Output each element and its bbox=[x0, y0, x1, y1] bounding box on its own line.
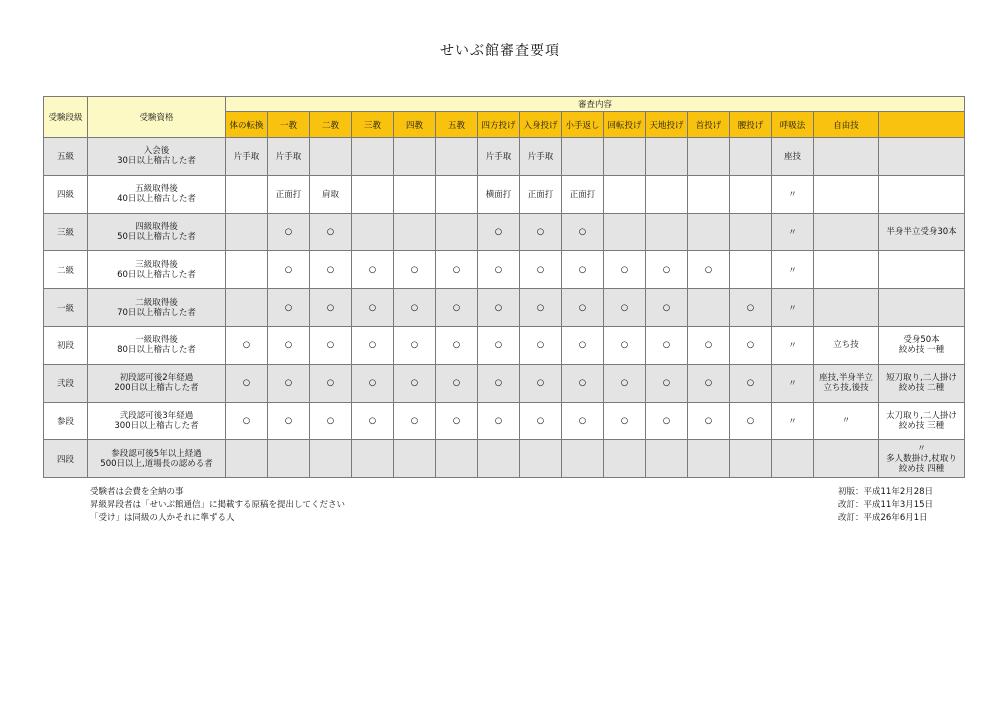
table-row bbox=[44, 326, 965, 364]
technique-line: 座技,半身半立 bbox=[819, 373, 873, 384]
notes-right bbox=[838, 486, 933, 525]
technique-cell: 片手取 bbox=[478, 138, 520, 176]
technique-cell bbox=[394, 175, 436, 213]
note-line: 受験者は会費を全納の事 bbox=[90, 487, 184, 497]
rank-cell: 三級 bbox=[44, 213, 88, 251]
qualification-line: 60日以上稽古した者 bbox=[117, 269, 196, 280]
technique-cell: ○ bbox=[436, 289, 478, 327]
qualification-line: 初段認可後2年経過 bbox=[119, 373, 194, 384]
technique-line: 立ち技 bbox=[833, 340, 859, 351]
rank-cell: 参段 bbox=[44, 402, 88, 440]
header-rank: 受験段級 bbox=[44, 97, 88, 138]
qualification-cell bbox=[88, 138, 226, 176]
technique-cell bbox=[436, 175, 478, 213]
qualification-line: 四級取得後 bbox=[135, 221, 178, 232]
technique-cell: ○ bbox=[520, 364, 562, 402]
table-row bbox=[44, 138, 965, 176]
technique-cell: ○ bbox=[352, 251, 394, 289]
technique-cell bbox=[352, 138, 394, 176]
technique-line: 受身50本 bbox=[903, 335, 940, 346]
rank-cell: 初段 bbox=[44, 326, 88, 364]
technique-cell bbox=[604, 138, 646, 176]
rank-cell: 五級 bbox=[44, 138, 88, 176]
technique-cell: ○ bbox=[478, 213, 520, 251]
technique-cell: ○ bbox=[562, 364, 604, 402]
header-technique: 四教 bbox=[394, 112, 436, 138]
technique-cell bbox=[646, 440, 688, 478]
technique-cell: ○ bbox=[352, 402, 394, 440]
header-technique bbox=[879, 112, 965, 138]
technique-cell: ○ bbox=[646, 402, 688, 440]
technique-cell bbox=[436, 440, 478, 478]
technique-cell: ○ bbox=[394, 251, 436, 289]
technique-cell bbox=[226, 175, 268, 213]
technique-cell bbox=[814, 213, 879, 251]
technique-cell: ○ bbox=[310, 402, 352, 440]
qualification-line: 二級取得後 bbox=[135, 297, 178, 308]
technique-cell: ○ bbox=[646, 251, 688, 289]
technique-cell bbox=[646, 138, 688, 176]
header-technique: 三教 bbox=[352, 112, 394, 138]
technique-cell: 正面打 bbox=[520, 175, 562, 213]
technique-cell bbox=[352, 440, 394, 478]
qualification-line: 200日以上稽古した者 bbox=[114, 383, 199, 394]
technique-cell: ○ bbox=[688, 251, 730, 289]
technique-cell: ○ bbox=[268, 364, 310, 402]
technique-cell: 〃 bbox=[772, 402, 814, 440]
technique-cell: ○ bbox=[268, 251, 310, 289]
technique-cell bbox=[394, 440, 436, 478]
revision-line: 改訂：平成26年6月1日 bbox=[838, 513, 928, 523]
technique-cell bbox=[730, 251, 772, 289]
qualification-line: 五級取得後 bbox=[135, 184, 178, 195]
technique-cell bbox=[814, 251, 879, 289]
technique-cell bbox=[604, 440, 646, 478]
technique-cell bbox=[604, 175, 646, 213]
qualification-line: 参段認可後5年以上経過 bbox=[111, 448, 202, 459]
qualification-line: 入会後 bbox=[143, 146, 170, 157]
header-technique: 五教 bbox=[436, 112, 478, 138]
technique-line: 多人数掛け,杖取り bbox=[886, 453, 957, 464]
technique-cell bbox=[646, 175, 688, 213]
technique-cell: ○ bbox=[310, 326, 352, 364]
rank-cell: 二級 bbox=[44, 251, 88, 289]
header-qualification: 受験資格 bbox=[88, 97, 226, 138]
qualification-line: 500日以上,道場長の認める者 bbox=[100, 458, 213, 469]
qualification-cell bbox=[88, 402, 226, 440]
technique-cell: ○ bbox=[604, 402, 646, 440]
header-technique: 体の転換 bbox=[226, 112, 268, 138]
technique-cell bbox=[226, 251, 268, 289]
technique-cell: 〃 bbox=[772, 289, 814, 327]
technique-cell: 〃 bbox=[772, 213, 814, 251]
table-row bbox=[44, 251, 965, 289]
header-technique: 一教 bbox=[268, 112, 310, 138]
technique-cell: 肩取 bbox=[310, 175, 352, 213]
technique-cell: ○ bbox=[352, 289, 394, 327]
technique-cell: ○ bbox=[394, 364, 436, 402]
rank-cell: 一級 bbox=[44, 289, 88, 327]
technique-cell bbox=[394, 138, 436, 176]
note-line: 「受け」は同級の人かそれに準ずる人 bbox=[90, 513, 235, 523]
technique-line: 絞め技 四種 bbox=[898, 463, 945, 474]
technique-cell: ○ bbox=[604, 364, 646, 402]
technique-cell: ○ bbox=[478, 364, 520, 402]
technique-line: 〃 bbox=[841, 415, 851, 426]
technique-line: 絞め技 三種 bbox=[898, 420, 945, 431]
header-technique: 首投げ bbox=[688, 112, 730, 138]
technique-cell bbox=[879, 402, 965, 440]
technique-cell: 〃 bbox=[772, 251, 814, 289]
technique-cell bbox=[879, 364, 965, 402]
header-content: 審査内容 bbox=[226, 97, 965, 112]
technique-cell bbox=[646, 213, 688, 251]
qualification-cell bbox=[88, 289, 226, 327]
qualification-line: 80日以上稽古した者 bbox=[117, 345, 196, 356]
technique-cell: ○ bbox=[394, 289, 436, 327]
header-technique: 自由技 bbox=[814, 112, 879, 138]
technique-cell: 片手取 bbox=[268, 138, 310, 176]
technique-cell: ○ bbox=[646, 326, 688, 364]
qualification-line: 30日以上稽古した者 bbox=[117, 156, 196, 167]
table-row bbox=[44, 440, 965, 478]
technique-cell bbox=[688, 440, 730, 478]
technique-cell bbox=[688, 138, 730, 176]
technique-cell bbox=[226, 289, 268, 327]
technique-cell bbox=[562, 138, 604, 176]
page-title: せいぶ館審査要項 bbox=[440, 43, 560, 59]
technique-cell bbox=[226, 213, 268, 251]
technique-cell bbox=[352, 175, 394, 213]
technique-cell: ○ bbox=[310, 364, 352, 402]
technique-cell bbox=[879, 138, 965, 176]
technique-cell: ○ bbox=[268, 213, 310, 251]
technique-cell: ○ bbox=[730, 364, 772, 402]
technique-cell: ○ bbox=[226, 402, 268, 440]
technique-cell bbox=[879, 326, 965, 364]
technique-cell: ○ bbox=[520, 402, 562, 440]
header-technique: 腰投げ bbox=[730, 112, 772, 138]
qualification-line: 弐段認可後3年経過 bbox=[119, 410, 194, 421]
qualification-line: 三級取得後 bbox=[135, 259, 178, 270]
technique-cell bbox=[310, 440, 352, 478]
technique-cell bbox=[879, 213, 965, 251]
technique-cell: 正面打 bbox=[268, 175, 310, 213]
technique-line: 短刀取り,二人掛け bbox=[886, 373, 957, 384]
technique-cell bbox=[352, 213, 394, 251]
technique-cell: ○ bbox=[562, 402, 604, 440]
qualification-line: 一級取得後 bbox=[135, 335, 178, 346]
technique-cell: 〃 bbox=[772, 326, 814, 364]
technique-cell bbox=[879, 289, 965, 327]
table-row bbox=[44, 213, 965, 251]
technique-cell bbox=[688, 289, 730, 327]
technique-cell bbox=[814, 175, 879, 213]
technique-cell: ○ bbox=[436, 326, 478, 364]
technique-cell bbox=[772, 440, 814, 478]
exam-table bbox=[43, 96, 965, 478]
header-technique: 回転投げ bbox=[604, 112, 646, 138]
technique-cell: ○ bbox=[562, 326, 604, 364]
technique-cell bbox=[814, 402, 879, 440]
technique-cell bbox=[226, 440, 268, 478]
technique-cell bbox=[310, 138, 352, 176]
technique-cell: ○ bbox=[268, 402, 310, 440]
technique-cell: ○ bbox=[352, 326, 394, 364]
header-technique: 二教 bbox=[310, 112, 352, 138]
technique-cell: ○ bbox=[310, 213, 352, 251]
technique-cell: ○ bbox=[478, 289, 520, 327]
technique-cell: ○ bbox=[604, 251, 646, 289]
qualification-line: 300日以上稽古した者 bbox=[114, 420, 199, 431]
technique-line: 半身半立受身30本 bbox=[886, 226, 957, 237]
technique-cell: ○ bbox=[436, 402, 478, 440]
technique-cell: ○ bbox=[436, 364, 478, 402]
technique-cell bbox=[730, 138, 772, 176]
header-technique: 入身投げ bbox=[520, 112, 562, 138]
rank-cell: 四級 bbox=[44, 175, 88, 213]
technique-cell bbox=[688, 213, 730, 251]
header-technique: 天地投げ bbox=[646, 112, 688, 138]
technique-cell: ○ bbox=[352, 364, 394, 402]
technique-line: 立ち技,後技 bbox=[823, 383, 869, 394]
qualification-cell bbox=[88, 440, 226, 478]
technique-cell: ○ bbox=[688, 364, 730, 402]
technique-cell bbox=[436, 138, 478, 176]
qualification-line: 50日以上稽古した者 bbox=[117, 231, 196, 242]
technique-cell: ○ bbox=[226, 364, 268, 402]
technique-cell: ○ bbox=[730, 289, 772, 327]
technique-cell: ○ bbox=[436, 251, 478, 289]
technique-cell bbox=[879, 175, 965, 213]
qualification-cell bbox=[88, 364, 226, 402]
technique-cell: ○ bbox=[478, 251, 520, 289]
technique-cell bbox=[562, 440, 604, 478]
technique-cell bbox=[730, 175, 772, 213]
technique-cell: 〃 bbox=[772, 364, 814, 402]
revision-line: 初版：平成11年2月28日 bbox=[838, 487, 934, 497]
qualification-line: 70日以上稽古した者 bbox=[117, 307, 196, 318]
technique-cell: 横面打 bbox=[478, 175, 520, 213]
technique-cell bbox=[879, 251, 965, 289]
technique-cell bbox=[394, 213, 436, 251]
technique-cell: ○ bbox=[562, 213, 604, 251]
technique-cell: ○ bbox=[478, 326, 520, 364]
technique-cell bbox=[814, 364, 879, 402]
qualification-line: 40日以上稽古した者 bbox=[117, 194, 196, 205]
technique-line: 絞め技 二種 bbox=[898, 383, 945, 394]
notes-left bbox=[90, 486, 345, 525]
technique-cell bbox=[814, 440, 879, 478]
technique-cell: 片手取 bbox=[226, 138, 268, 176]
technique-cell: ○ bbox=[478, 402, 520, 440]
technique-cell: ○ bbox=[730, 402, 772, 440]
technique-cell: ○ bbox=[268, 289, 310, 327]
technique-cell bbox=[604, 213, 646, 251]
technique-cell: 〃 bbox=[772, 175, 814, 213]
technique-cell bbox=[814, 138, 879, 176]
table-row bbox=[44, 175, 965, 213]
table-row bbox=[44, 289, 965, 327]
technique-cell: ○ bbox=[688, 402, 730, 440]
technique-cell bbox=[814, 326, 879, 364]
technique-cell: 座技 bbox=[772, 138, 814, 176]
technique-cell bbox=[268, 440, 310, 478]
note-line: 昇級昇段者は「せいぶ館通信」に掲載する原稿を提出してください bbox=[90, 500, 346, 510]
technique-cell: ○ bbox=[520, 251, 562, 289]
technique-cell: ○ bbox=[646, 364, 688, 402]
technique-cell: ○ bbox=[562, 251, 604, 289]
table-row bbox=[44, 364, 965, 402]
technique-cell: ○ bbox=[520, 289, 562, 327]
technique-line: 太刀取り,二人掛け bbox=[886, 410, 957, 421]
technique-cell: ○ bbox=[394, 402, 436, 440]
technique-cell bbox=[436, 213, 478, 251]
technique-cell: ○ bbox=[688, 326, 730, 364]
rank-cell: 弐段 bbox=[44, 364, 88, 402]
table-row bbox=[44, 402, 965, 440]
technique-cell bbox=[879, 440, 965, 478]
technique-cell bbox=[520, 440, 562, 478]
technique-cell: ○ bbox=[226, 326, 268, 364]
technique-cell: ○ bbox=[730, 326, 772, 364]
header-technique: 呼吸法 bbox=[772, 112, 814, 138]
technique-cell: ○ bbox=[310, 289, 352, 327]
technique-cell bbox=[688, 175, 730, 213]
technique-cell: ○ bbox=[604, 289, 646, 327]
technique-line: 〃 bbox=[917, 443, 926, 454]
technique-cell: ○ bbox=[394, 326, 436, 364]
technique-cell bbox=[478, 440, 520, 478]
technique-cell bbox=[730, 440, 772, 478]
qualification-cell bbox=[88, 175, 226, 213]
technique-cell: 正面打 bbox=[562, 175, 604, 213]
technique-cell: ○ bbox=[520, 213, 562, 251]
qualification-cell bbox=[88, 213, 226, 251]
technique-cell: ○ bbox=[604, 326, 646, 364]
technique-cell: ○ bbox=[562, 289, 604, 327]
technique-line: 絞め技 一種 bbox=[898, 345, 945, 356]
qualification-cell bbox=[88, 326, 226, 364]
technique-cell bbox=[814, 289, 879, 327]
header-technique: 小手返し bbox=[562, 112, 604, 138]
technique-cell: ○ bbox=[520, 326, 562, 364]
technique-cell: ○ bbox=[268, 326, 310, 364]
technique-cell: ○ bbox=[646, 289, 688, 327]
technique-cell bbox=[730, 213, 772, 251]
technique-cell: 片手取 bbox=[520, 138, 562, 176]
header-technique: 四方投げ bbox=[478, 112, 520, 138]
qualification-cell bbox=[88, 251, 226, 289]
revision-line: 改訂：平成11年3月15日 bbox=[838, 500, 934, 510]
rank-cell: 四段 bbox=[44, 440, 88, 478]
technique-cell: ○ bbox=[310, 251, 352, 289]
